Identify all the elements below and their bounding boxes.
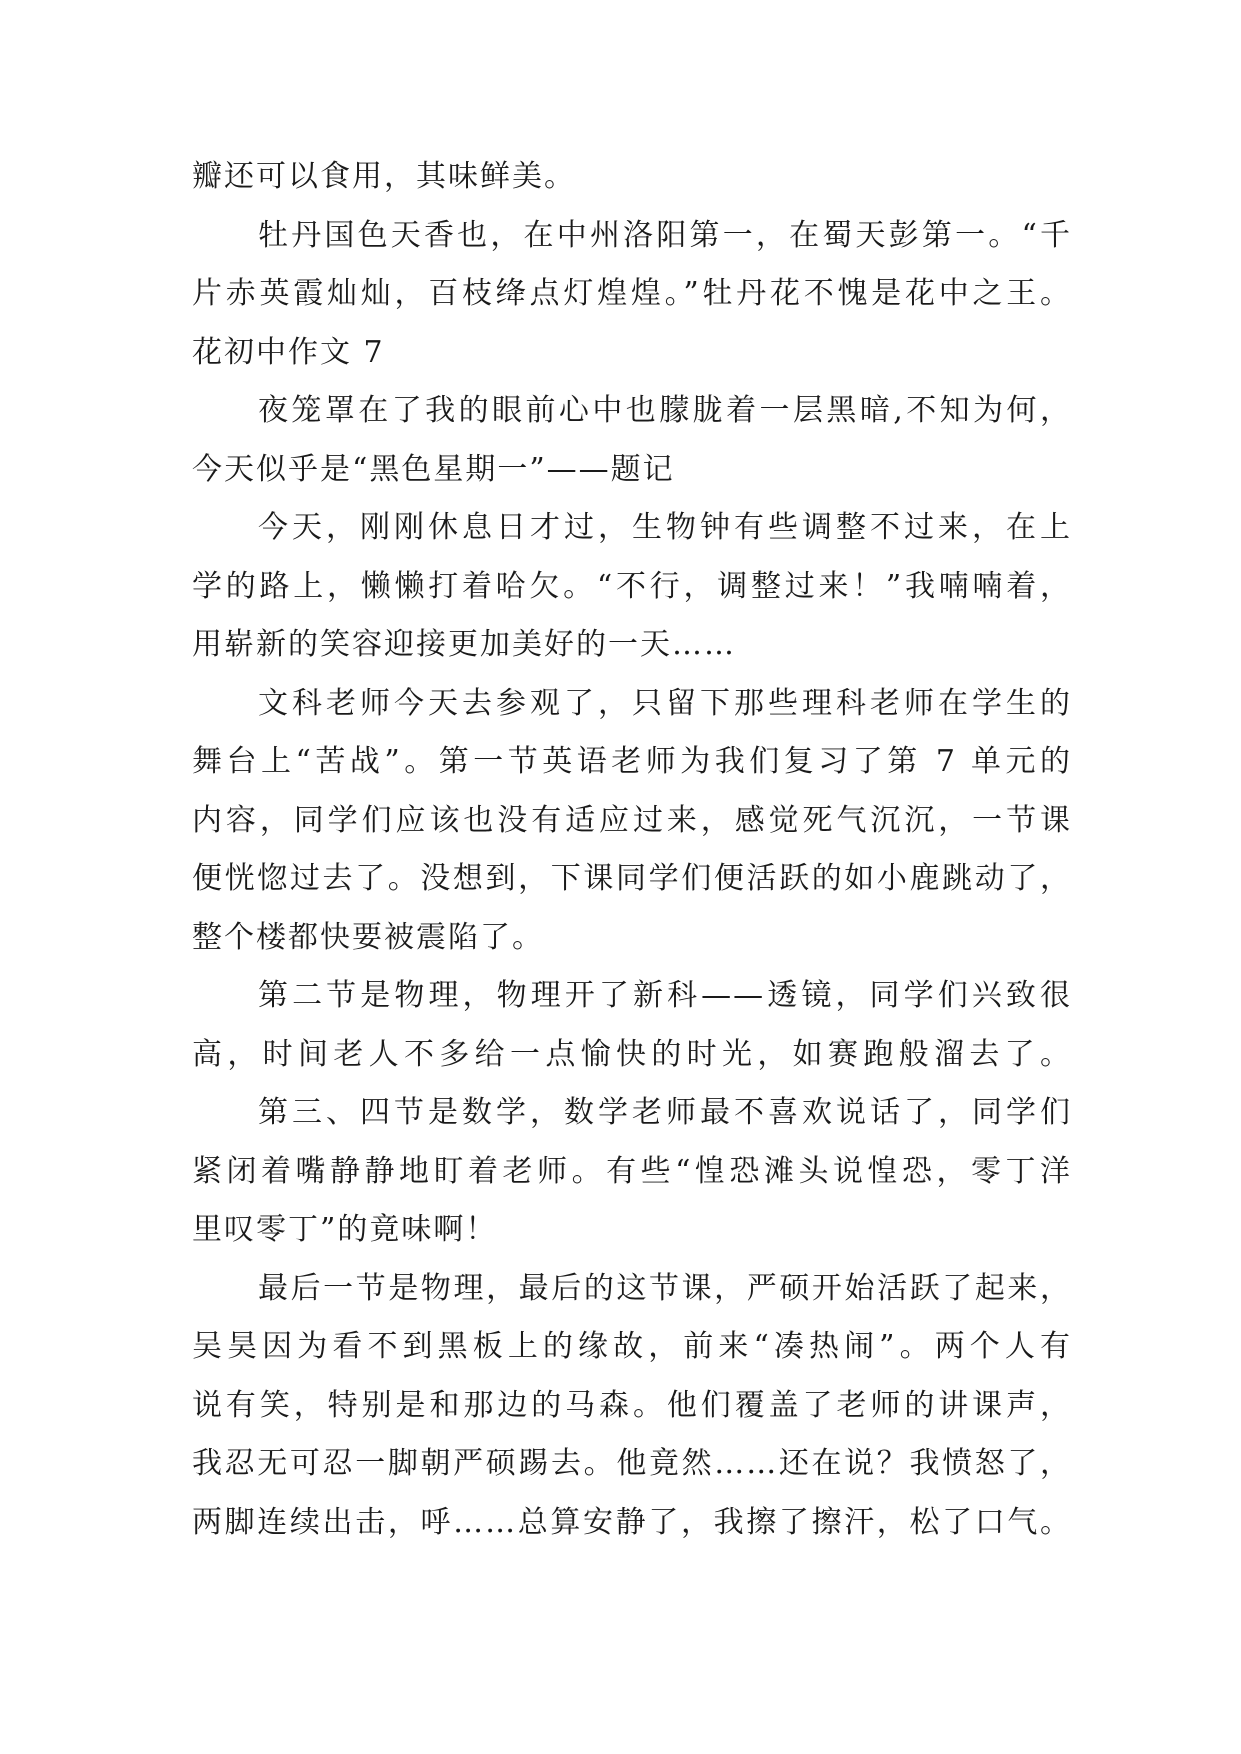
text-line: 用崭新的笑容迎接更加美好的一天…… [192, 627, 736, 662]
text-line: 夜笼罩在了我的眼前心中也朦胧着一层黑暗,不知为何， [258, 393, 1072, 428]
text-line: 两脚连续出击，呼……总算安静了，我擦了擦汗，松了口气。 [192, 1504, 1072, 1540]
text-line: 高，时间老人不多给一点愉快的时光，如赛跑般溜去了。 [192, 1036, 1072, 1072]
text-line: 最后一节是物理，最后的这节课，严硕开始活跃了起来， [258, 1270, 1072, 1306]
text-line: 片赤英霞灿灿，百枝绛点灯煌煌。”牡丹花不愧是花中之王。 [192, 276, 1072, 311]
text-line: 说有笑，特别是和那边的马森。他们覆盖了老师的讲课声， [192, 1387, 1072, 1423]
section-heading: 花初中作文 7 [192, 334, 385, 370]
text-line: 吴昊因为看不到黑板上的缘故，前来“凑热闹”。两个人有 [192, 1329, 1072, 1364]
text-line: 里叹零丁”的竟味啊！ [192, 1212, 498, 1247]
text-line: 今天似乎是“黑色星期一”——题记 [192, 451, 675, 487]
text-line: 内容，同学们应该也没有适应过来，感觉死气沉沉，一节课 [192, 802, 1072, 838]
text-line: 文科老师今天去参观了，只留下那些理科老师在学生的 [258, 685, 1072, 721]
text-line: 牡丹国色天香也，在中州洛阳第一，在蜀天彭第一。“千 [258, 217, 1072, 253]
text-line: 舞台上“苦战”。第一节英语老师为我们复习了第 7 单元的 [192, 744, 1072, 779]
text-line: 瓣还可以食用，其味鲜美。 [192, 159, 576, 194]
text-line: 我忍无可忍一脚朝严硕踢去。他竟然……还在说？我愤怒了， [192, 1446, 1072, 1481]
text-line: 今天，刚刚休息日才过，生物钟有些调整不过来，在上 [258, 510, 1072, 545]
text-line: 第二节是物理，物理开了新科——透镜，同学们兴致很 [258, 978, 1072, 1013]
text-line: 便恍惚过去了。没想到，下课同学们便活跃的如小鹿跳动了， [192, 861, 1072, 896]
text-line: 学的路上，懒懒打着哈欠。“不行，调整过来！”我喃喃着， [192, 568, 1072, 604]
text-line: 第三、四节是数学，数学老师最不喜欢说话了，同学们 [258, 1095, 1072, 1130]
text-line: 紧闭着嘴静静地盯着老师。有些“惶恐滩头说惶恐，零丁洋 [192, 1153, 1072, 1189]
document-page [192, 148, 1072, 1552]
text-line: 整个楼都快要被震陷了。 [192, 919, 544, 955]
